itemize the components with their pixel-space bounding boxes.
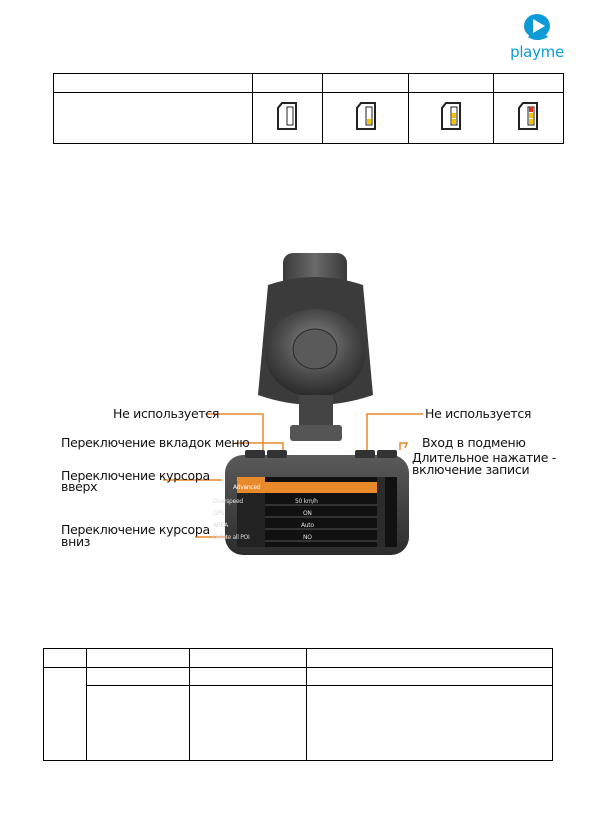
label-cursor-down-2: вниз (61, 534, 91, 549)
screen-row-label: AREA (213, 522, 228, 529)
screen-title: Advanced (233, 484, 261, 491)
label-submenu: Вход в подменю (422, 435, 526, 450)
battery-table (53, 73, 564, 144)
battery-full-icon (517, 101, 539, 131)
label-long-press-2: включение записи (412, 462, 530, 477)
logo-wordmark: playme (510, 43, 564, 61)
header-cell (493, 74, 563, 93)
label-long-press: Длительное нажатие - (412, 450, 557, 465)
battery-bar (452, 113, 456, 118)
bottom-table (43, 648, 553, 761)
label-cursor-up: Переключение курсора (61, 468, 210, 483)
dashcam-illustration (55, 245, 557, 575)
row-label-cell (54, 93, 253, 144)
battery-bar (529, 113, 533, 118)
top-button-tabs (267, 450, 287, 458)
battery-medium-icon (440, 101, 462, 131)
label-not-used-right: Не используется (425, 406, 532, 421)
label-switch-tabs: Переключение вкладок меню (61, 435, 250, 450)
screen-row-value: ON (303, 510, 312, 517)
header-cell (54, 74, 253, 93)
table-row (44, 649, 553, 668)
battery-bar (529, 107, 533, 112)
battery-empty-icon (276, 101, 298, 131)
screen-row-value: NO (303, 534, 312, 541)
header-cell (323, 74, 409, 93)
screen-row-label: GPS (213, 510, 225, 517)
logo-mark (502, 12, 572, 46)
battery-bar (367, 119, 371, 124)
top-button-right (355, 450, 375, 458)
battery-low-icon (355, 101, 377, 131)
table-row (54, 93, 564, 144)
table-row (44, 686, 553, 761)
screen-row-value: Auto (301, 522, 314, 529)
table-header-row (54, 74, 564, 93)
battery-bar (452, 119, 456, 124)
table-row (44, 668, 553, 686)
label-cursor-down: Переключение курсора (61, 522, 210, 537)
header-cell (252, 74, 322, 93)
header-cell (409, 74, 493, 93)
label-cursor-up-2: вверх (61, 479, 98, 494)
label-not-used-left: Не используется (113, 406, 220, 421)
screen-row-value: 50 km/h (295, 498, 318, 505)
playme-logo (502, 12, 572, 62)
screen-row-label: Delete all POI (213, 534, 250, 541)
screen-row-label: Overspeed (213, 498, 243, 505)
top-button-left (245, 450, 265, 458)
top-button-ok (377, 450, 397, 458)
battery-bar (529, 119, 533, 124)
